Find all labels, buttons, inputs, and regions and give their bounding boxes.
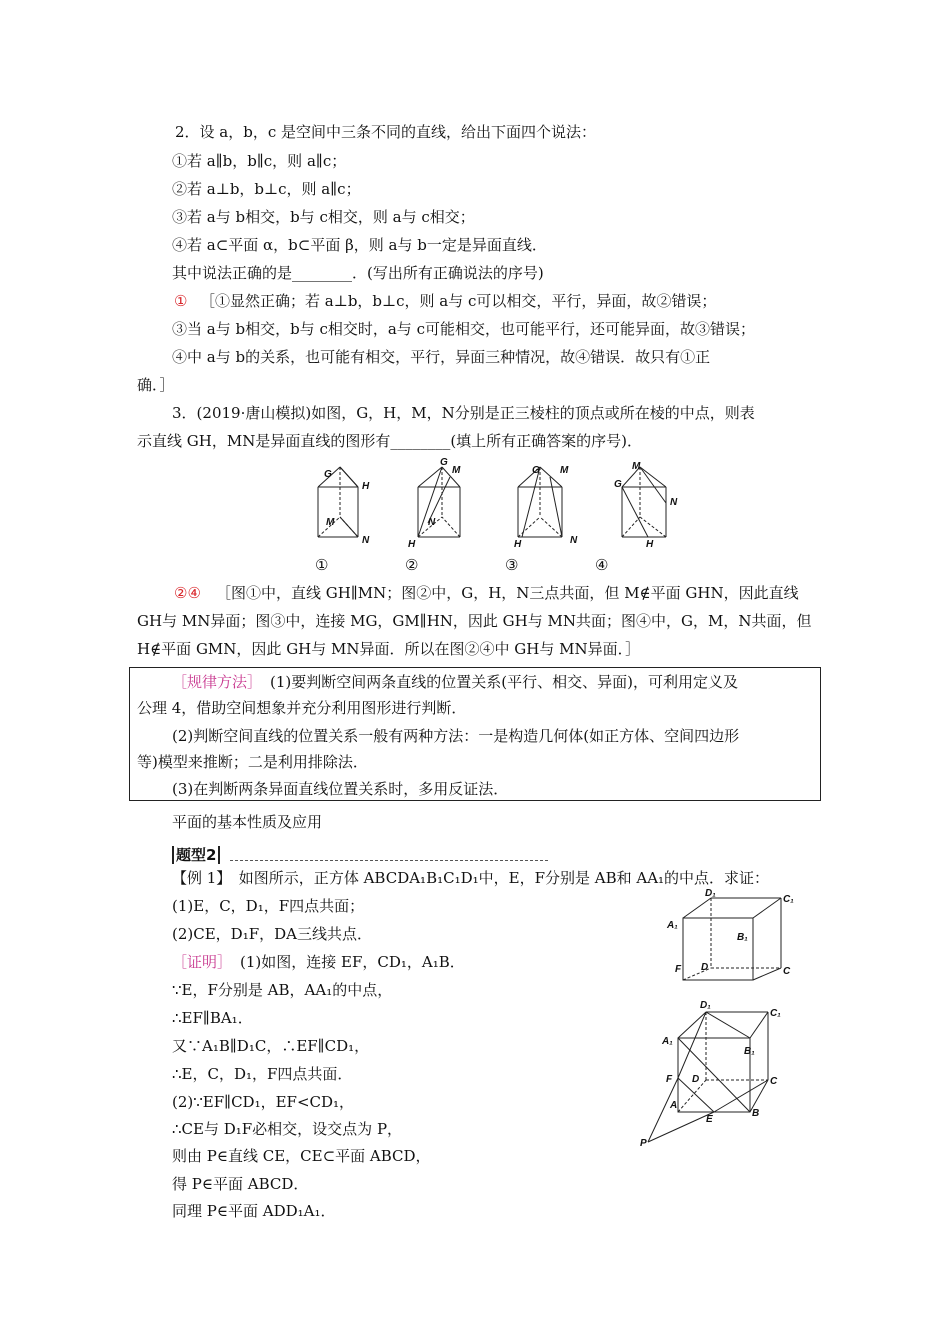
fig3-label-h: H — [514, 539, 522, 550]
cube1-label-c1: C₁ — [783, 894, 794, 905]
fig-label-1: ① — [315, 556, 329, 574]
cube1-label-d: D — [701, 962, 709, 973]
p3-explanation-3: H∉平面 GMN，因此 GH与 MN异面．所以在图②④中 GH与 MN异面．］ — [137, 640, 641, 658]
p2-statement-2: ②若 a⊥b，b⊥c，则 a∥c； — [172, 180, 361, 198]
proof-line-8: 则由 P∈直线 CE，CE⊂平面 ABCD， — [172, 1147, 431, 1165]
proof-line-2: ∵E，F分别是 AB，AA₁的中点， — [172, 981, 393, 999]
ex1-q2: (2)CE，D₁F，DA三线共点． — [172, 925, 372, 943]
proof-line-3: ∴EF∥BA₁． — [172, 1009, 253, 1027]
p2-question: 其中说法正确的是________．(写出所有正确说法的序号) — [172, 264, 544, 282]
method-line-1: (1)要判断空间两条直线的位置关系(平行、相交、异面)，可利用定义及 — [270, 673, 738, 691]
ex1-q1: (1)E，C，D₁，F四点共面； — [172, 897, 365, 915]
p3-explanation-2: GH与 MN异面；图③中，连接 MG，GM∥HN，因此 GH与 MN共面；图④中，G，M，N共面，但 — [137, 612, 812, 630]
fig1-label-g: G — [324, 469, 332, 480]
ex1-stem: 【例 1】 如图所示，正方体 ABCDA₁B₁C₁D₁中，E，F分别是 AB和 AA₁的中点．求证： — [172, 869, 770, 887]
cube2-label-b1: B₁ — [744, 1046, 755, 1057]
p3-answer: ②④ — [174, 584, 201, 602]
method-line-2: 公理 4，借助空间想象并充分利用图形进行判断． — [137, 699, 467, 717]
question-type-tag: 题型2 — [172, 844, 220, 865]
p2-explanation-3: ④中 a与 b的关系，也可能有相交，平行，异面三种情况，故④错误．故只有①正 — [172, 348, 711, 366]
p2-statement-4: ④若 a⊂平面 α，b⊂平面 β，则 a与 b一定是异面直线． — [172, 236, 547, 254]
cube2-label-a: A — [670, 1100, 678, 1111]
fig1-label-m: M — [326, 517, 335, 528]
fig2-label-h: H — [408, 539, 416, 550]
proof-line-5: ∴E，C，D₁，F四点共面． — [172, 1065, 353, 1083]
fig3-label-n: N — [570, 535, 578, 546]
cube2-label-d1: D₁ — [700, 1000, 711, 1011]
cube2-label-e: E — [706, 1114, 713, 1125]
fig4-label-m: M — [632, 461, 641, 472]
method-line-5: (3)在判断两条异面直线位置关系时，多用反证法． — [172, 780, 509, 798]
fig2-label-m: M — [452, 465, 461, 476]
prism-figures — [300, 455, 680, 555]
cube1-label-b1: B₁ — [737, 932, 748, 943]
p2-explanation-2: ③当 a与 b相交，b与 c相交时，a与 c可能相交，也可能平行，还可能异面，故③错误； — [172, 320, 755, 338]
p3-stem-1: 3．(2019·唐山模拟)如图，G，H，M，N分别是正三棱柱的顶点或所在棱的中点，则表 — [172, 404, 755, 422]
proof-label: ［证明］ — [172, 953, 233, 971]
method-label: ［规律方法］ — [172, 673, 263, 691]
method-line-3: (2)判断空间直线的位置关系一般有两种方法：一是构造几何体(如正方体、空间四边形 — [172, 727, 740, 745]
cube2-label-d: D — [692, 1074, 700, 1085]
cube2-label-p: P — [640, 1138, 647, 1149]
fig2-label-n: N — [428, 517, 436, 528]
fig1-label-n: N — [362, 535, 370, 546]
fig4-label-g: G — [614, 479, 622, 490]
p2-statement-1: ①若 a∥b，b∥c，则 a∥c； — [172, 152, 347, 170]
p2-statement-3: ③若 a与 b相交，b与 c相交，则 a与 c相交； — [172, 208, 475, 226]
fig4-label-h: H — [646, 539, 654, 550]
proof-line-10: 同理 P∈平面 ADD₁A₁． — [172, 1202, 336, 1220]
p2-answer: ① — [174, 292, 188, 310]
cube2-label-b: B — [752, 1108, 760, 1119]
cube2-label-c: C — [770, 1076, 778, 1087]
fig1-label-h: H — [362, 481, 370, 492]
proof-line-7: ∴CE与 D₁F必相交，设交点为 P， — [172, 1120, 403, 1138]
method-line-4: 等)模型来推断；二是利用排除法． — [137, 753, 368, 771]
cube2-label-c1: C₁ — [770, 1008, 781, 1019]
fig3-label-m: M — [560, 465, 569, 476]
p2-explanation-4: 确．］ — [137, 376, 175, 394]
cube-figure-2 — [640, 1000, 790, 1150]
p3-stem-2: 示直线 GH，MN是异面直线的图形有________(填上所有正确答案的序号)． — [137, 432, 643, 450]
cube2-label-a1: A₁ — [662, 1036, 673, 1047]
fig-label-2: ② — [405, 556, 419, 574]
proof-line-4: 又∵A₁B∥D₁C，∴EF∥CD₁， — [172, 1037, 370, 1055]
p2-explanation-1: ［①显然正确；若 a⊥b，b⊥c，则 a与 c可以相交，平行，异面，故②错误； — [200, 292, 717, 310]
tag-dashed-rule — [230, 860, 548, 861]
fig-label-4: ④ — [595, 556, 609, 574]
fig3-label-g: G — [532, 465, 540, 476]
proof-line-1: (1)如图，连接 EF，CD₁，A₁B． — [240, 953, 465, 971]
cube1-label-f: F — [675, 964, 682, 975]
fig4-label-n: N — [670, 497, 678, 508]
section-title: 平面的基本性质及应用 — [172, 813, 323, 831]
p2-stem: 2．设 a，b，c 是空间中三条不同的直线，给出下面四个说法： — [175, 123, 597, 141]
proof-line-9: 得 P∈平面 ABCD． — [172, 1175, 309, 1193]
fig2-label-g: G — [440, 457, 448, 468]
fig-label-3: ③ — [505, 556, 519, 574]
cube1-label-c: C — [783, 966, 791, 977]
cube2-label-f: F — [666, 1074, 673, 1085]
proof-line-6: (2)∵EF∥CD₁，EF<CD₁， — [172, 1093, 355, 1111]
cube1-label-a1: A₁ — [667, 920, 678, 931]
cube-figure-1 — [665, 888, 805, 1000]
cube1-label-d1: D₁ — [705, 888, 716, 899]
p3-explanation-1: ［图①中，直线 GH∥MN；图②中，G，H，N三点共面，但 M∉平面 GHN，因此直线 — [216, 584, 799, 602]
